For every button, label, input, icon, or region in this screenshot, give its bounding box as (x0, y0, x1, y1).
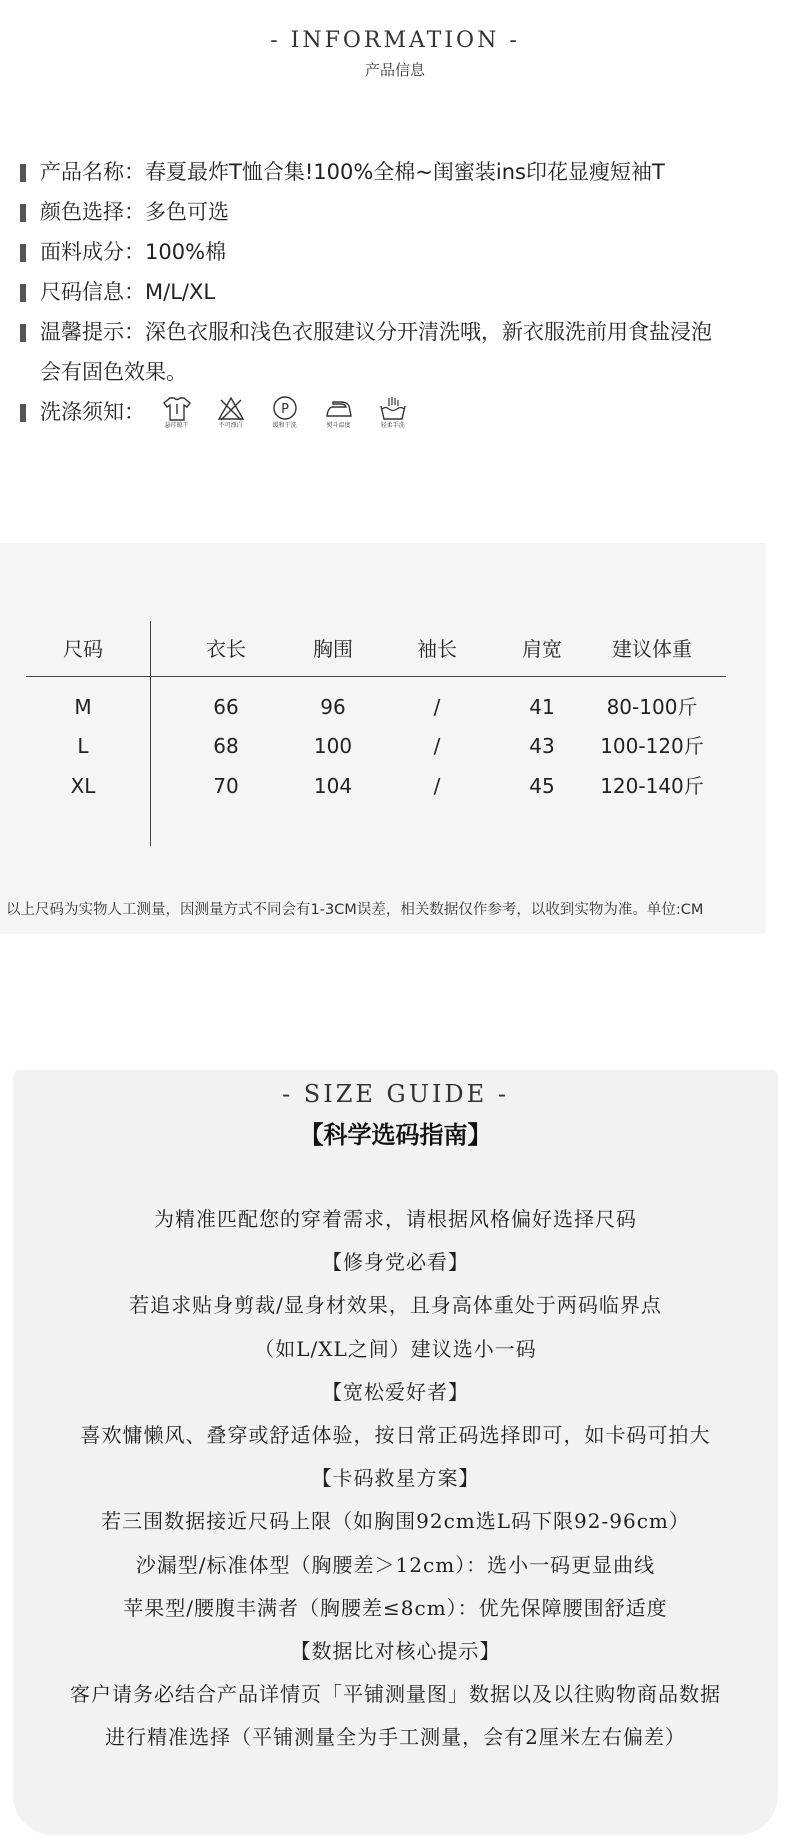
size-guide-subtitle: 【科学选码指南】 (299, 1120, 492, 1149)
information-header (0, 28, 790, 80)
bullet-bar (20, 404, 26, 422)
size-guide-line: 客户请务必结合产品详情页「平铺测量图」数据以及以往购物商品数据 (70, 1682, 721, 1707)
info-label: 颜色选择： (40, 200, 145, 224)
info-value: M/L/XL (145, 280, 216, 304)
size-guide-line: 苹果型/腰腹丰满者（胸腰差≤8cm）：优先保障腰围舒适度 (123, 1595, 668, 1620)
table-cell: 100 (313, 734, 353, 758)
table-cell: 104 (313, 774, 353, 798)
wash-icons (158, 394, 412, 430)
wash-item (212, 394, 250, 430)
size-guide-line: 【数据比对核心提示】 (290, 1639, 501, 1664)
info-row-color (20, 192, 765, 232)
size-guide-section (13, 1070, 778, 1835)
table-cell: XL (70, 774, 96, 798)
size-table (26, 621, 726, 846)
iron-icon (323, 394, 355, 422)
size-note: 以上尺码为实物人工测量，因测量方式不同会有1-3CM误差，相关数据仅作参考，以收到实物为准。单位:CM (6, 902, 704, 918)
table-cell: L (77, 734, 89, 758)
table-cell: 68 (213, 734, 239, 758)
hang-dry-icon (161, 394, 193, 422)
dry-clean-p-icon (269, 394, 301, 422)
table-cell: / (433, 695, 441, 719)
info-label: 面料成分： (40, 240, 145, 264)
size-guide-lines (13, 1198, 778, 1760)
size-guide-line: 若追求贴身剪裁/显身材效果，且身高体重处于两码临界点 (129, 1293, 662, 1318)
bullet-bar (20, 284, 26, 302)
bullet-bar (20, 244, 26, 262)
size-guide-line: 【卡码救星方案】 (311, 1466, 480, 1491)
size-guide-line: 为精准匹配您的穿着需求，请根据风格偏好选择尺码 (154, 1207, 637, 1231)
table-header-cell: 建议体重 (612, 637, 692, 661)
size-guide-line: 沙漏型/标准体型（胸腰差＞12cm）：选小一码更显曲线 (135, 1552, 656, 1577)
table-header-divider (26, 676, 726, 677)
table-cell: 66 (213, 695, 239, 719)
table-vertical-divider (150, 621, 151, 846)
bullet-bar (20, 324, 26, 342)
wash-item (320, 394, 358, 430)
no-bleach-icon (215, 394, 247, 422)
hand-wash-icon (377, 394, 409, 422)
information-subtitle: 产品信息 (364, 61, 425, 79)
table-cell: / (433, 734, 441, 758)
size-guide-title: - SIZE GUIDE - (282, 1080, 509, 1108)
bullet-bar (20, 164, 26, 182)
wash-caption: 缓和干洗 (272, 422, 297, 429)
table-cell: 43 (529, 734, 555, 758)
size-guide-line: （如L/XL之间）建议选小一码 (254, 1336, 537, 1361)
wash-item (374, 394, 412, 430)
wash-item (266, 394, 304, 430)
information-title: - INFORMATION - (270, 28, 520, 53)
info-row-size (20, 272, 765, 312)
wash-caption: 熨斗温度 (326, 422, 351, 429)
info-row-tip (20, 312, 765, 392)
size-guide-line: 喜欢慵懒风、叠穿或舒适体验，按日常正码选择即可，如卡码可拍大 (80, 1423, 711, 1448)
info-row-name (20, 152, 765, 192)
info-row-wash (20, 392, 765, 432)
info-value: 100%棉 (145, 240, 227, 264)
info-label: 洗涤须知： (40, 400, 145, 424)
wash-item (158, 394, 196, 430)
table-cell: 100-120斤 (600, 734, 704, 758)
product-info-list (20, 152, 765, 432)
info-value: 深色衣服和浅色衣服建议分开清洗哦，新衣服洗前用食盐浸泡 (145, 320, 712, 344)
size-guide-line: 进行精准选择（平铺测量全为手工测量，会有2厘米左右偏差） (105, 1725, 686, 1750)
size-guide-line: 【修身党必看】 (322, 1250, 469, 1275)
table-cell: 41 (529, 695, 555, 719)
info-value: 春夏最炸T恤合集!100%全棉~闺蜜装ins印花显瘦短袖T (145, 160, 665, 184)
size-guide-line: 若三围数据接近尺码上限（如胸围92cm选L码下限92-96cm） (101, 1509, 690, 1534)
info-value-continued: 会有固色效果。 (40, 360, 187, 384)
info-label: 温馨提示： (40, 320, 145, 344)
info-label: 尺码信息： (40, 280, 145, 304)
table-header-cell: 胸围 (313, 637, 353, 661)
info-value: 多色可选 (145, 200, 229, 224)
svg-text:P: P (280, 402, 289, 417)
info-row-fabric (20, 232, 765, 272)
table-header-cell: 肩宽 (522, 637, 562, 661)
table-cell: 70 (213, 774, 239, 798)
wash-caption: 不可漂白 (218, 422, 243, 429)
table-cell: 45 (529, 774, 555, 798)
table-cell: 96 (320, 695, 346, 719)
size-guide-line: 【宽松爱好者】 (322, 1379, 469, 1404)
wash-caption: 轻柔手洗 (380, 422, 405, 429)
bullet-bar (20, 204, 26, 222)
table-cell: M (74, 695, 92, 719)
wash-caption: 悬挂晾干 (164, 422, 189, 429)
table-cell: 80-100斤 (606, 695, 698, 719)
table-header-cell: 袖长 (417, 637, 457, 661)
table-header-cell: 衣长 (206, 637, 246, 661)
table-header-cell: 尺码 (63, 637, 103, 661)
table-cell: 120-140斤 (600, 774, 704, 798)
info-label: 产品名称： (40, 160, 145, 184)
table-cell: / (433, 774, 441, 798)
size-chart-section (0, 543, 766, 934)
